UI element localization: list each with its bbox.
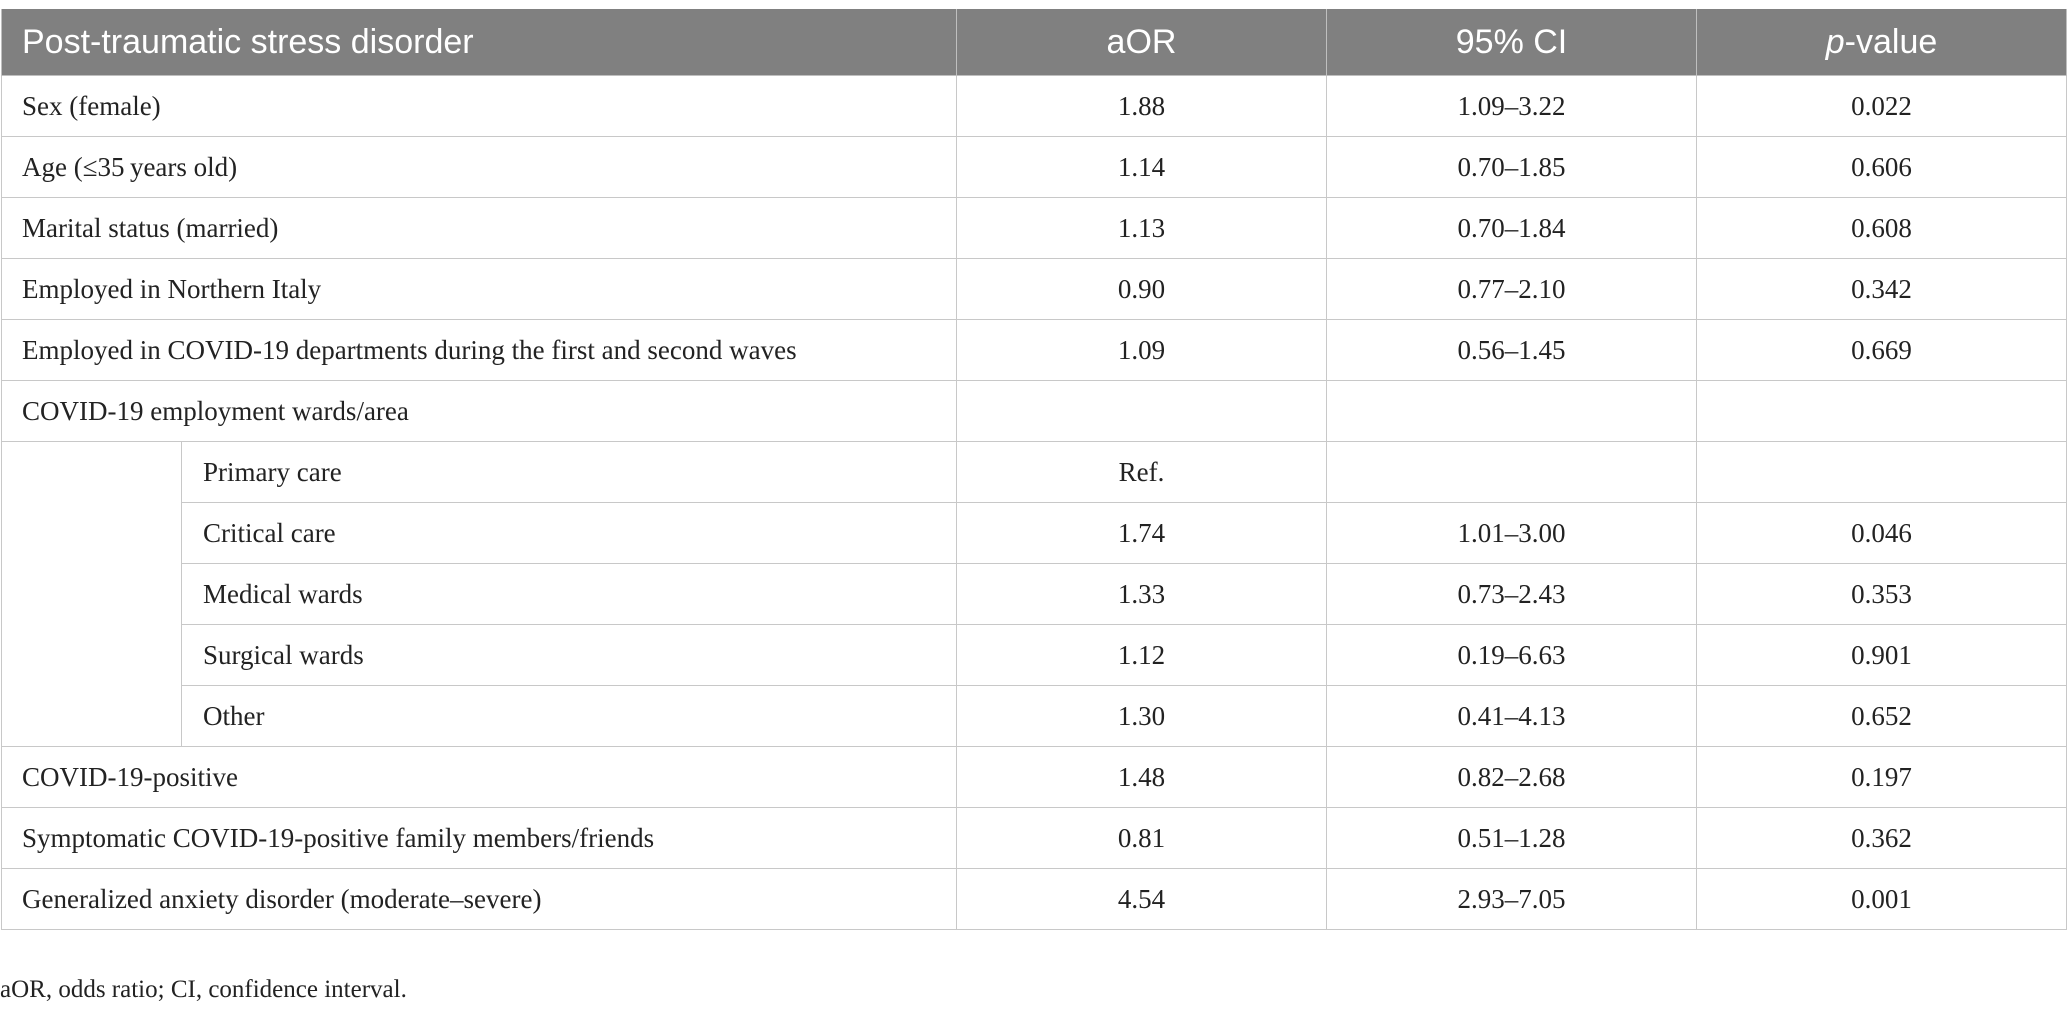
row-aor: 1.14 bbox=[957, 137, 1327, 198]
subrow-aor: 1.74 bbox=[957, 503, 1327, 564]
subrow-aor: 1.12 bbox=[957, 625, 1327, 686]
subrow-label: Medical wards bbox=[182, 564, 957, 625]
subrow-label: Surgical wards bbox=[182, 625, 957, 686]
row-p-value: 0.362 bbox=[1697, 808, 2067, 869]
table-row bbox=[2, 198, 2067, 259]
subrow-aor: 1.30 bbox=[957, 686, 1327, 747]
row-label: Age (≤35 years old) bbox=[2, 137, 957, 198]
row-p-value: 0.606 bbox=[1697, 137, 2067, 198]
row-ci: 0.56–1.45 bbox=[1327, 320, 1697, 381]
subrow-ci bbox=[1327, 442, 1697, 503]
row-aor: 1.13 bbox=[957, 198, 1327, 259]
table-subrow bbox=[2, 686, 2067, 747]
header-variable: Post-traumatic stress disorder bbox=[2, 9, 957, 76]
row-aor: 1.09 bbox=[957, 320, 1327, 381]
row-ci bbox=[1327, 381, 1697, 442]
row-ci: 0.70–1.85 bbox=[1327, 137, 1697, 198]
table-row-group-header bbox=[2, 381, 2067, 442]
row-p-value: 0.669 bbox=[1697, 320, 2067, 381]
subrow-p-value: 0.901 bbox=[1697, 625, 2067, 686]
subrow-p-value: 0.652 bbox=[1697, 686, 2067, 747]
row-p-value: 0.022 bbox=[1697, 76, 2067, 137]
row-label: Marital status (married) bbox=[2, 198, 957, 259]
subrow-label: Primary care bbox=[182, 442, 957, 503]
row-aor: 0.81 bbox=[957, 808, 1327, 869]
row-label: COVID-19 employment wards/area bbox=[2, 381, 957, 442]
row-aor: 1.48 bbox=[957, 747, 1327, 808]
row-label: Sex (female) bbox=[2, 76, 957, 137]
row-label: Employed in COVID-19 departments during the first and second waves bbox=[2, 320, 957, 381]
row-ci: 0.51–1.28 bbox=[1327, 808, 1697, 869]
subrow-label: Critical care bbox=[182, 503, 957, 564]
table-row bbox=[2, 76, 2067, 137]
table-row bbox=[2, 869, 2067, 930]
subrow-p-value: 0.046 bbox=[1697, 503, 2067, 564]
table-subrow bbox=[2, 503, 2067, 564]
row-aor bbox=[957, 381, 1327, 442]
table-row bbox=[2, 747, 2067, 808]
subrow-ci: 0.41–4.13 bbox=[1327, 686, 1697, 747]
header-p-italic: p bbox=[1825, 22, 1845, 61]
subrow-ci: 1.01–3.00 bbox=[1327, 503, 1697, 564]
row-ci: 0.70–1.84 bbox=[1327, 198, 1697, 259]
row-label: Employed in Northern Italy bbox=[2, 259, 957, 320]
table-subrow bbox=[2, 442, 2067, 503]
indent-cell bbox=[2, 442, 182, 747]
row-label: Symptomatic COVID-19-positive family members/friends bbox=[2, 808, 957, 869]
row-ci: 1.09–3.22 bbox=[1327, 76, 1697, 137]
row-ci: 2.93–7.05 bbox=[1327, 869, 1697, 930]
header-p-value bbox=[1697, 9, 2067, 76]
header-aor: aOR bbox=[957, 9, 1327, 76]
subrow-ci: 0.19–6.63 bbox=[1327, 625, 1697, 686]
header-ci: 95% CI bbox=[1327, 9, 1697, 76]
row-ci: 0.82–2.68 bbox=[1327, 747, 1697, 808]
table-row bbox=[2, 259, 2067, 320]
table-subrow bbox=[2, 625, 2067, 686]
results-table bbox=[1, 9, 2067, 930]
row-label: COVID-19-positive bbox=[2, 747, 957, 808]
subrow-label: Other bbox=[182, 686, 957, 747]
row-p-value bbox=[1697, 381, 2067, 442]
table-header-row bbox=[2, 9, 2067, 76]
table-row bbox=[2, 137, 2067, 198]
row-label: Generalized anxiety disorder (moderate–severe) bbox=[2, 869, 957, 930]
subrow-aor: 1.33 bbox=[957, 564, 1327, 625]
row-aor: 1.88 bbox=[957, 76, 1327, 137]
subrow-ci: 0.73–2.43 bbox=[1327, 564, 1697, 625]
subrow-p-value bbox=[1697, 442, 2067, 503]
table-container bbox=[0, 9, 2067, 930]
table-row bbox=[2, 808, 2067, 869]
row-aor: 0.90 bbox=[957, 259, 1327, 320]
header-p-rest: -value bbox=[1844, 22, 1938, 61]
row-p-value: 0.197 bbox=[1697, 747, 2067, 808]
row-p-value: 0.001 bbox=[1697, 869, 2067, 930]
table-row bbox=[2, 320, 2067, 381]
row-p-value: 0.342 bbox=[1697, 259, 2067, 320]
table-subrow bbox=[2, 564, 2067, 625]
table-footnote: aOR, odds ratio; CI, confidence interval. bbox=[0, 976, 407, 1003]
row-p-value: 0.608 bbox=[1697, 198, 2067, 259]
row-ci: 0.77–2.10 bbox=[1327, 259, 1697, 320]
subrow-aor: Ref. bbox=[957, 442, 1327, 503]
row-aor: 4.54 bbox=[957, 869, 1327, 930]
subrow-p-value: 0.353 bbox=[1697, 564, 2067, 625]
